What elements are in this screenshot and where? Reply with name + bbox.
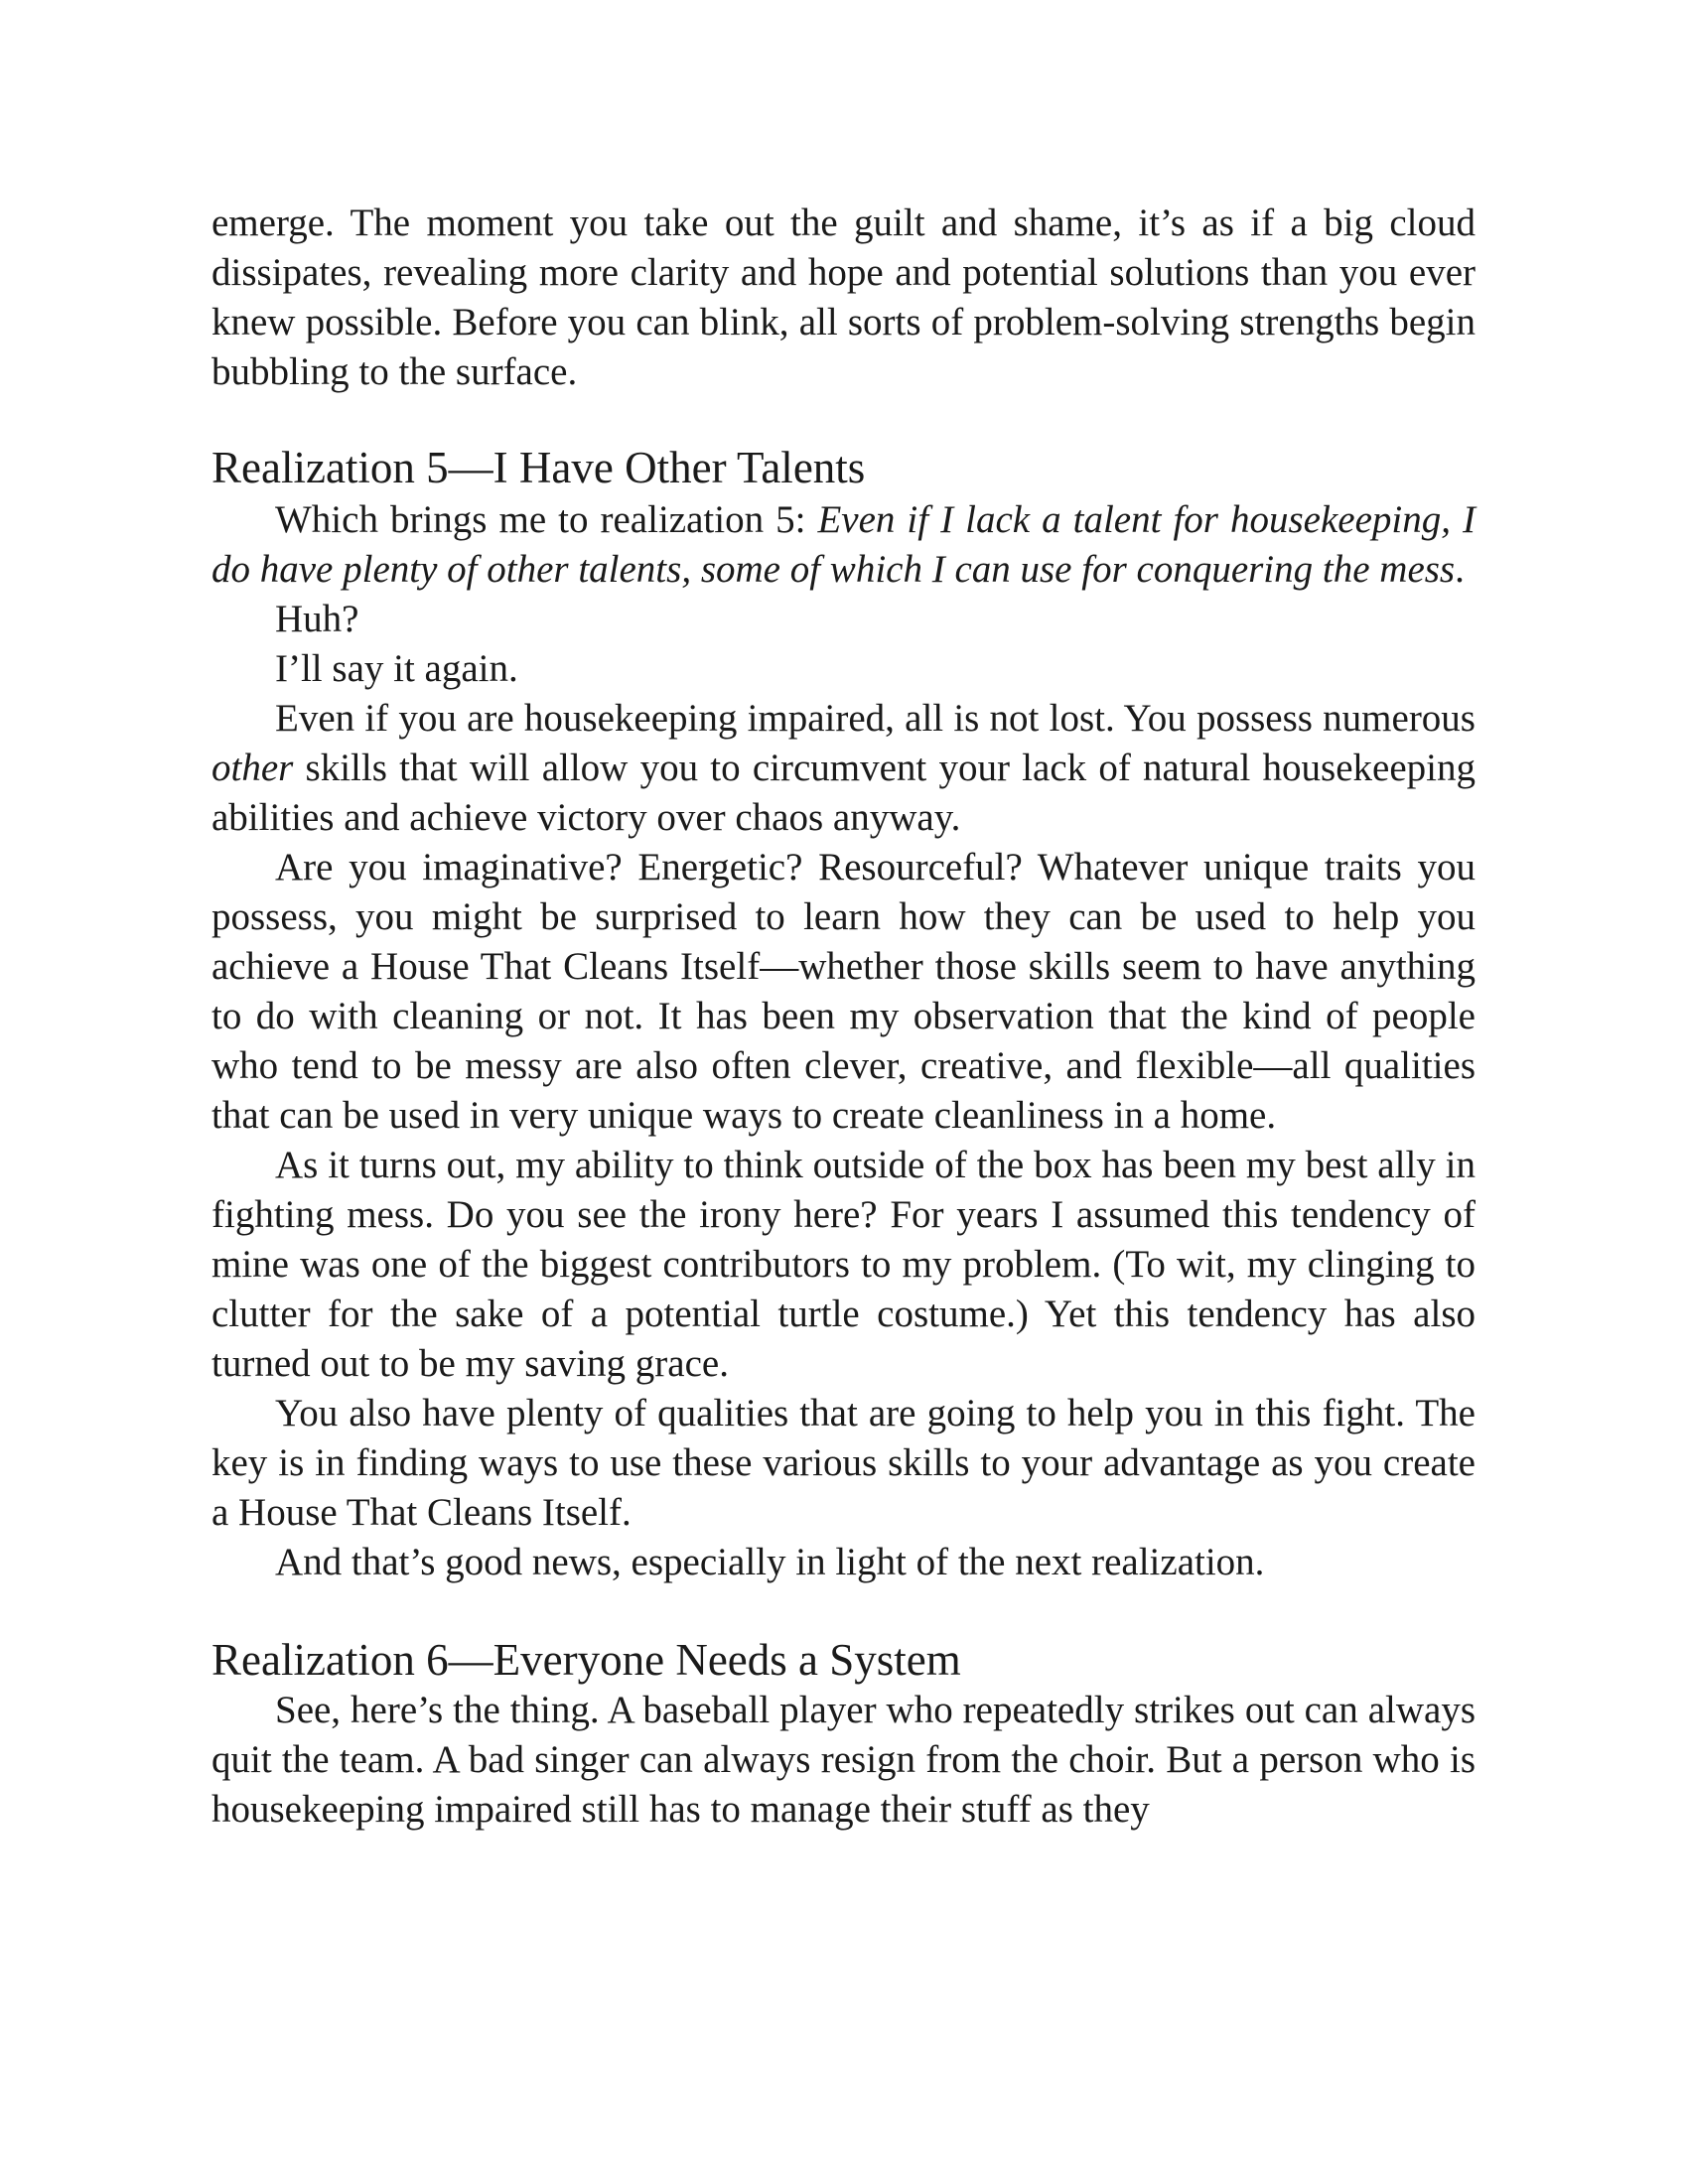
paragraph-heres-the-thing: See, here’s the thing. A baseball player who repeatedly strikes out can always quit the team. A bad singer can always resign from the choir. But a person who is housekeeping impaired still has to manage their stuff as they <box>211 1689 1476 1831</box>
text-run: Even if you are housekeeping impaired, all is not lost. You possess numerous <box>275 697 1476 740</box>
paragraph-outside-the-box: As it turns out, my ability to think outside of the box has been my best ally in fighting mess. Do you see the irony here? For years I assumed this tendency of mine was one of the biggest contributors to my problem. (To wit, my clinging to clutter for the sake of a potential turtle costume.) Yet this tendency has also turned out to be my saving grace. <box>211 1144 1476 1385</box>
page-body <box>211 199 1476 1835</box>
paragraph-say-it-again: I’ll say it again. <box>275 647 518 690</box>
italic-text-run: other <box>211 747 294 789</box>
section-heading-realization-6: Realization 6—Everyone Needs a System <box>211 1635 961 1685</box>
text-run: skills that will allow you to circumvent your lack of natural housekeeping abilities and achieve victory over chaos anyway. <box>211 747 1476 839</box>
paragraph-qualities: You also have plenty of qualities that are going to help you in this fight. The key is in finding ways to use these various skills to your advantage as you create a House That Cleans Itself. <box>211 1392 1476 1534</box>
intro-paragraph: emerge. The moment you take out the guilt and shame, it’s as if a big cloud dissipates, revealing more clarity and hope and potential solutions than you ever knew possible. Before you can blink, all sorts of problem-solving strengths begin bubbling to the surface. <box>211 202 1476 393</box>
paragraph-realization-5-intro <box>211 495 1476 595</box>
paragraph-housekeeping-impaired <box>211 694 1476 843</box>
section-heading-realization-5: Realization 5—I Have Other Talents <box>211 443 866 492</box>
paragraph-good-news: And that’s good news, especially in light of the next realization. <box>275 1541 1265 1583</box>
text-run: Which brings me to realization 5: <box>275 498 818 541</box>
text-run: . <box>1455 548 1465 591</box>
paragraph-huh: Huh? <box>275 598 359 640</box>
italic-text-run: Even if I lack a talent for housekeeping, I do have plenty of other talents, some of which I can use for conquering the mess <box>211 498 1476 591</box>
paragraph-imaginative: Are you imaginative? Energetic? Resourceful? Whatever unique traits you possess, you might be surprised to learn how they can be used to help you achieve a House That Cleans Itself—whether those skills seem to have anything to do with cleaning or not. It has been my observation that the kind of people who tend to be messy are also often clever, creative, and flexible—all qualities that can be used in very unique ways to create cleanliness in a home. <box>211 846 1476 1137</box>
